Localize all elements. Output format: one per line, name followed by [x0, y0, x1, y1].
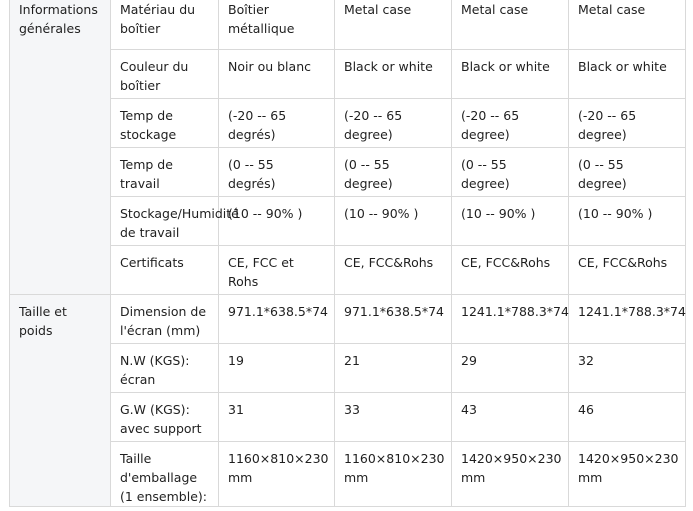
- table-cell: Metal case: [452, 0, 569, 50]
- row-label: Dimension de l'écran (mm): [111, 295, 219, 344]
- row-label: Temp de travail: [111, 148, 219, 197]
- table-cell: 33: [335, 393, 452, 442]
- table-row: [10, 148, 686, 197]
- table-cell: 29: [452, 344, 569, 393]
- table-cell: (0 -- 55 degree): [335, 148, 452, 197]
- table-row: [10, 344, 686, 393]
- table-cell: CE, FCC&Rohs: [452, 246, 569, 295]
- table-row: [10, 0, 686, 50]
- group-label: Informations générales: [10, 0, 111, 295]
- row-label: N.W (KGS): écran: [111, 344, 219, 393]
- table-cell: (10 -- 90% ): [452, 197, 569, 246]
- table-cell: 43: [452, 393, 569, 442]
- table-row: [10, 393, 686, 442]
- table-cell: (-20 -- 65 degree): [452, 99, 569, 148]
- table-cell: 1241.1*788.3*74: [569, 295, 686, 344]
- table-cell: 971.1*638.5*74: [219, 295, 335, 344]
- specifications-table: [9, 0, 686, 507]
- table-cell: 21: [335, 344, 452, 393]
- table-cell: Metal case: [569, 0, 686, 50]
- row-label: Temp de stockage: [111, 99, 219, 148]
- row-label: Certificats: [111, 246, 219, 295]
- row-label: Stockage/Humidité de travail: [111, 197, 219, 246]
- row-label: Matériau du boîtier: [111, 0, 219, 50]
- table-cell: (0 -- 55 degree): [569, 148, 686, 197]
- table-cell: (0 -- 55 degree): [452, 148, 569, 197]
- table-cell: (10 -- 90% ): [219, 197, 335, 246]
- table-cell: CE, FCC&Rohs: [335, 246, 452, 295]
- table-row: [10, 295, 686, 344]
- table-cell: 19: [219, 344, 335, 393]
- table-cell: Black or white: [452, 50, 569, 99]
- table-cell: 1420×950×230 mm: [569, 442, 686, 507]
- table-cell: Boîtier métallique: [219, 0, 335, 50]
- table-cell: 46: [569, 393, 686, 442]
- row-label: G.W (KGS): avec support: [111, 393, 219, 442]
- table-cell: (-20 -- 65 degree): [335, 99, 452, 148]
- table-cell: (10 -- 90% ): [569, 197, 686, 246]
- table-cell: (0 -- 55 degrés): [219, 148, 335, 197]
- table-row: [10, 197, 686, 246]
- row-label: Couleur du boîtier: [111, 50, 219, 99]
- table-cell: (-20 -- 65 degree): [569, 99, 686, 148]
- table-cell: CE, FCC&Rohs: [569, 246, 686, 295]
- table-cell: CE, FCC et Rohs: [219, 246, 335, 295]
- group-label: Taille et poids: [10, 295, 111, 507]
- table-cell: Black or white: [335, 50, 452, 99]
- table-cell: Noir ou blanc: [219, 50, 335, 99]
- table-row: [10, 99, 686, 148]
- table-row: [10, 246, 686, 295]
- table-cell: 971.1*638.5*74: [335, 295, 452, 344]
- table-cell: Metal case: [335, 0, 452, 50]
- table-cell: Black or white: [569, 50, 686, 99]
- table-cell: 1160×810×230 mm: [219, 442, 335, 507]
- table-cell: 1241.1*788.3*74: [452, 295, 569, 344]
- table-cell: (-20 -- 65 degrés): [219, 99, 335, 148]
- table-row: [10, 50, 686, 99]
- table-cell: (10 -- 90% ): [335, 197, 452, 246]
- row-label: Taille d'emballage (1 ensemble):: [111, 442, 219, 507]
- table-cell: 1420×950×230 mm: [452, 442, 569, 507]
- table-cell: 1160×810×230 mm: [335, 442, 452, 507]
- table-cell: 32: [569, 344, 686, 393]
- table-row: [10, 442, 686, 507]
- table-cell: 31: [219, 393, 335, 442]
